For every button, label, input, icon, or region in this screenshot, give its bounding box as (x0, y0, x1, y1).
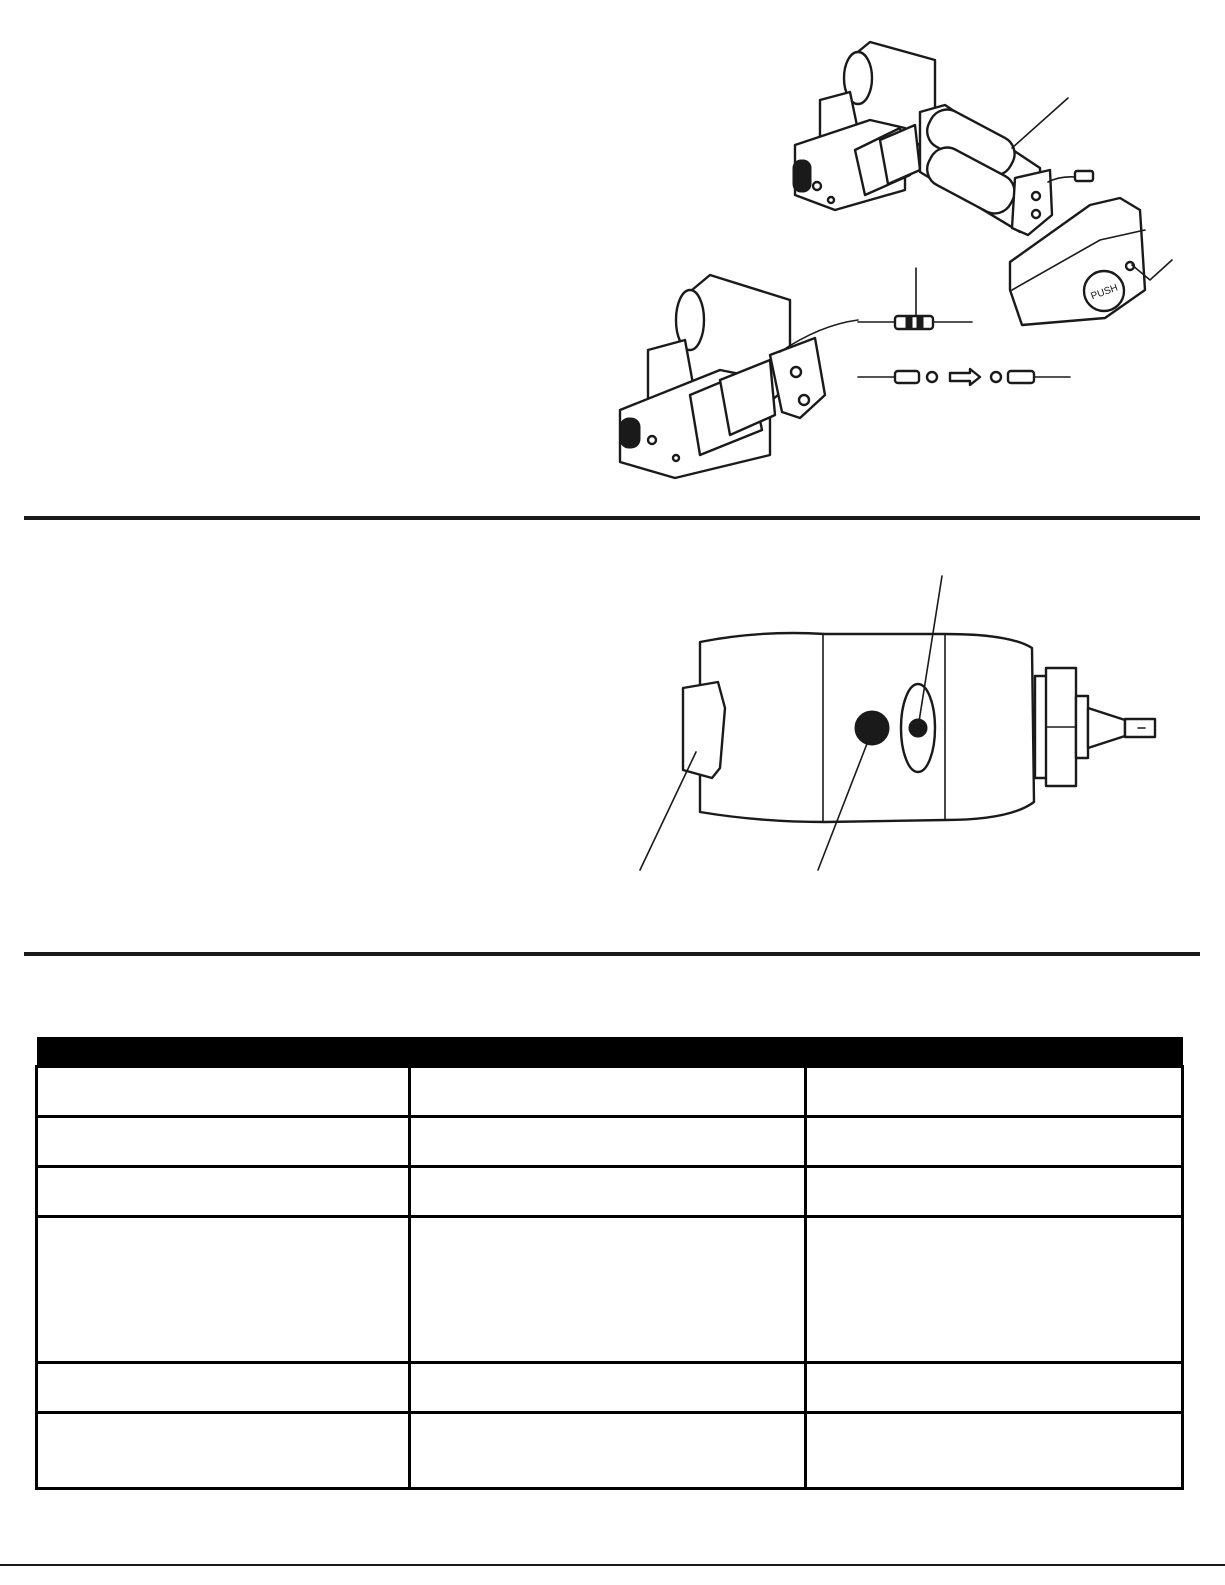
section-divider-bottom (24, 952, 1200, 956)
table-cell (806, 1363, 1183, 1413)
battery-wiring-figure (0, 0, 1225, 520)
valve-side-view-figure (0, 530, 1225, 950)
table-header-cell (410, 1037, 806, 1067)
table-cell (410, 1217, 806, 1363)
table-header-cell (806, 1037, 1183, 1067)
table-cell (806, 1067, 1183, 1117)
table-cell (410, 1067, 806, 1117)
table-row (37, 1167, 1183, 1217)
table-cell (410, 1167, 806, 1217)
table-cell (806, 1167, 1183, 1217)
table-cell (410, 1413, 806, 1489)
push-button-label: PUSH (1089, 282, 1120, 303)
table-row (37, 1217, 1183, 1363)
table-cell (37, 1167, 410, 1217)
table-cell (37, 1217, 410, 1363)
table-header-cell (37, 1037, 410, 1067)
upper-valve-assembly (793, 42, 935, 210)
table-cell (806, 1217, 1183, 1363)
table-cell (37, 1117, 410, 1167)
page-bottom-rule (0, 1564, 1225, 1566)
table-row (37, 1117, 1183, 1167)
valve-nut-and-stem (1035, 668, 1155, 786)
lower-valve-assembly (620, 275, 858, 478)
table-row (37, 1363, 1183, 1413)
section-divider-top (24, 516, 1200, 520)
table-cell (806, 1117, 1183, 1167)
upper-battery-pack (920, 98, 1093, 235)
table-cell (37, 1363, 410, 1413)
table-cell (410, 1363, 806, 1413)
table-cell (410, 1117, 806, 1167)
troubleshooting-table (35, 1037, 1184, 1490)
table-cell (806, 1413, 1183, 1489)
table-header-row (37, 1037, 1183, 1067)
table-cell (37, 1413, 410, 1489)
table-row (37, 1413, 1183, 1489)
table-row (37, 1067, 1183, 1117)
table-cell (37, 1067, 410, 1117)
valve-body (683, 633, 1034, 822)
